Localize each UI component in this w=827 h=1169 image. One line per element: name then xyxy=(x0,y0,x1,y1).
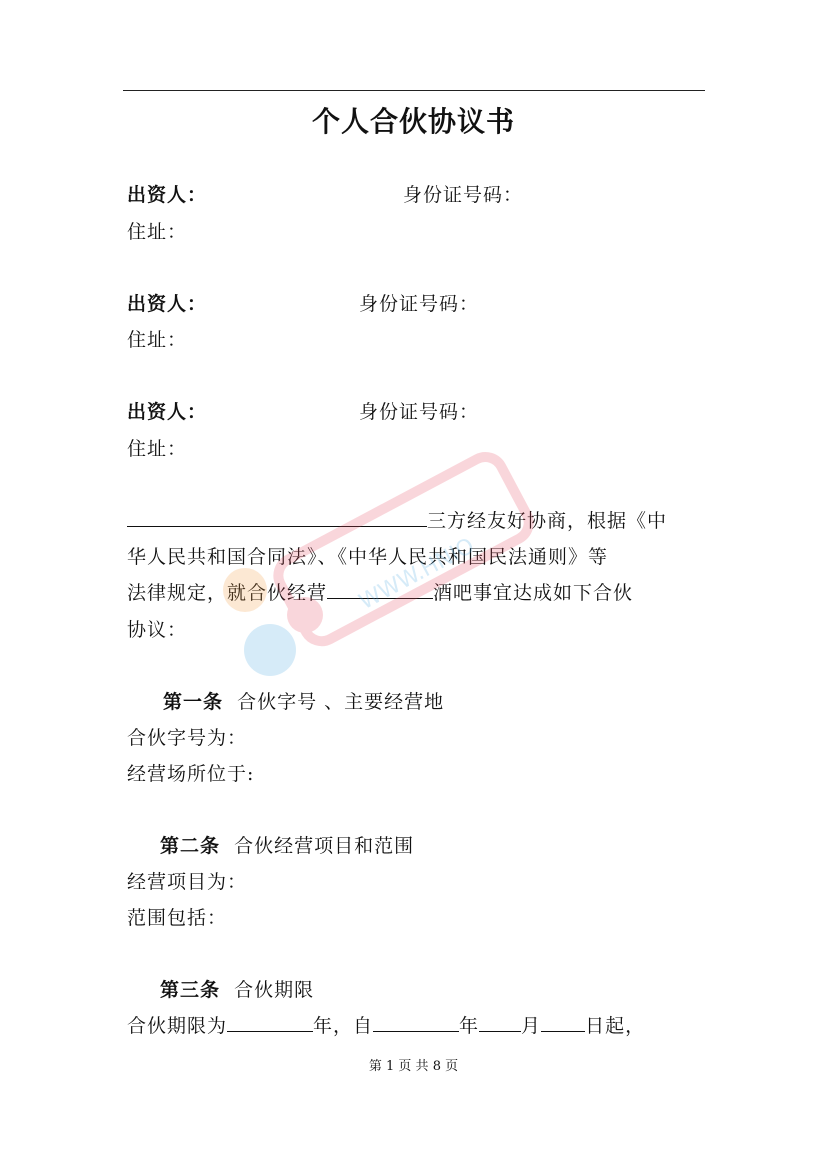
month-label: 月 xyxy=(521,1015,542,1037)
start-year-blank xyxy=(373,1013,459,1032)
article3-number: 第三条 xyxy=(160,979,221,1001)
id-label-1: 身份证号码： xyxy=(403,184,524,206)
intro-line-3 xyxy=(127,578,633,605)
address-label-2: 住址： xyxy=(127,329,188,351)
day-label: 日起， xyxy=(585,1015,646,1037)
address-label-1: 住址： xyxy=(127,221,188,243)
article2-number: 第二条 xyxy=(160,835,221,857)
article1-line-1: 合伙字号为： xyxy=(127,727,248,749)
term-label: 合伙期限为 xyxy=(127,1015,228,1037)
investor-label-1: 出资人： xyxy=(127,184,208,206)
header-rule xyxy=(123,90,705,91)
years-blank xyxy=(227,1013,313,1032)
page-footer: 第 1 页 共 8 页 xyxy=(368,1059,459,1074)
investor-label-3: 出资人： xyxy=(127,401,208,423)
parties-blank xyxy=(127,508,427,527)
article3-term-line xyxy=(127,1011,645,1038)
investor-label-2: 出资人： xyxy=(127,293,208,315)
term-from-label: 年，自 xyxy=(313,1015,374,1037)
article3-heading-line xyxy=(160,975,314,1002)
intro-line-4: 协议： xyxy=(127,619,188,641)
watermark-text: WWW.HNIO xyxy=(355,533,479,616)
start-day-blank xyxy=(541,1013,585,1032)
id-label-3: 身份证号码： xyxy=(359,401,480,423)
article2-line-2: 范围包括： xyxy=(127,907,228,929)
article3-title: 合伙期限 xyxy=(234,979,315,1001)
year-label: 年 xyxy=(459,1015,480,1037)
intro-line-3-text-b: 酒吧事宜达成如下合伙 xyxy=(433,582,634,604)
start-month-blank xyxy=(479,1013,521,1032)
article2-heading-line xyxy=(160,831,414,858)
article2-line-1: 经营项目为： xyxy=(127,871,248,893)
intro-line-3-text-a: 法律规定，就合伙经营 xyxy=(127,582,328,604)
intro-line-2: 华人民共和国合同法》、《中华人民共和国民法通则》等 xyxy=(127,546,609,568)
article1-heading-line xyxy=(163,687,444,714)
article1-line-2: 经营场所位于: xyxy=(127,763,255,785)
address-label-3: 住址： xyxy=(127,438,188,460)
article2-title: 合伙经营项目和范围 xyxy=(234,835,415,857)
article1-title: 合伙字号 、主要经营地 xyxy=(237,691,445,713)
intro-line-1-text: 三方经友好协商，根据《中 xyxy=(427,510,668,532)
bar-name-blank xyxy=(327,580,433,599)
intro-line-1 xyxy=(127,506,667,533)
article1-number: 第一条 xyxy=(163,691,224,713)
id-label-2: 身份证号码： xyxy=(359,293,480,315)
document-title: 个人合伙协议书 xyxy=(311,105,515,138)
